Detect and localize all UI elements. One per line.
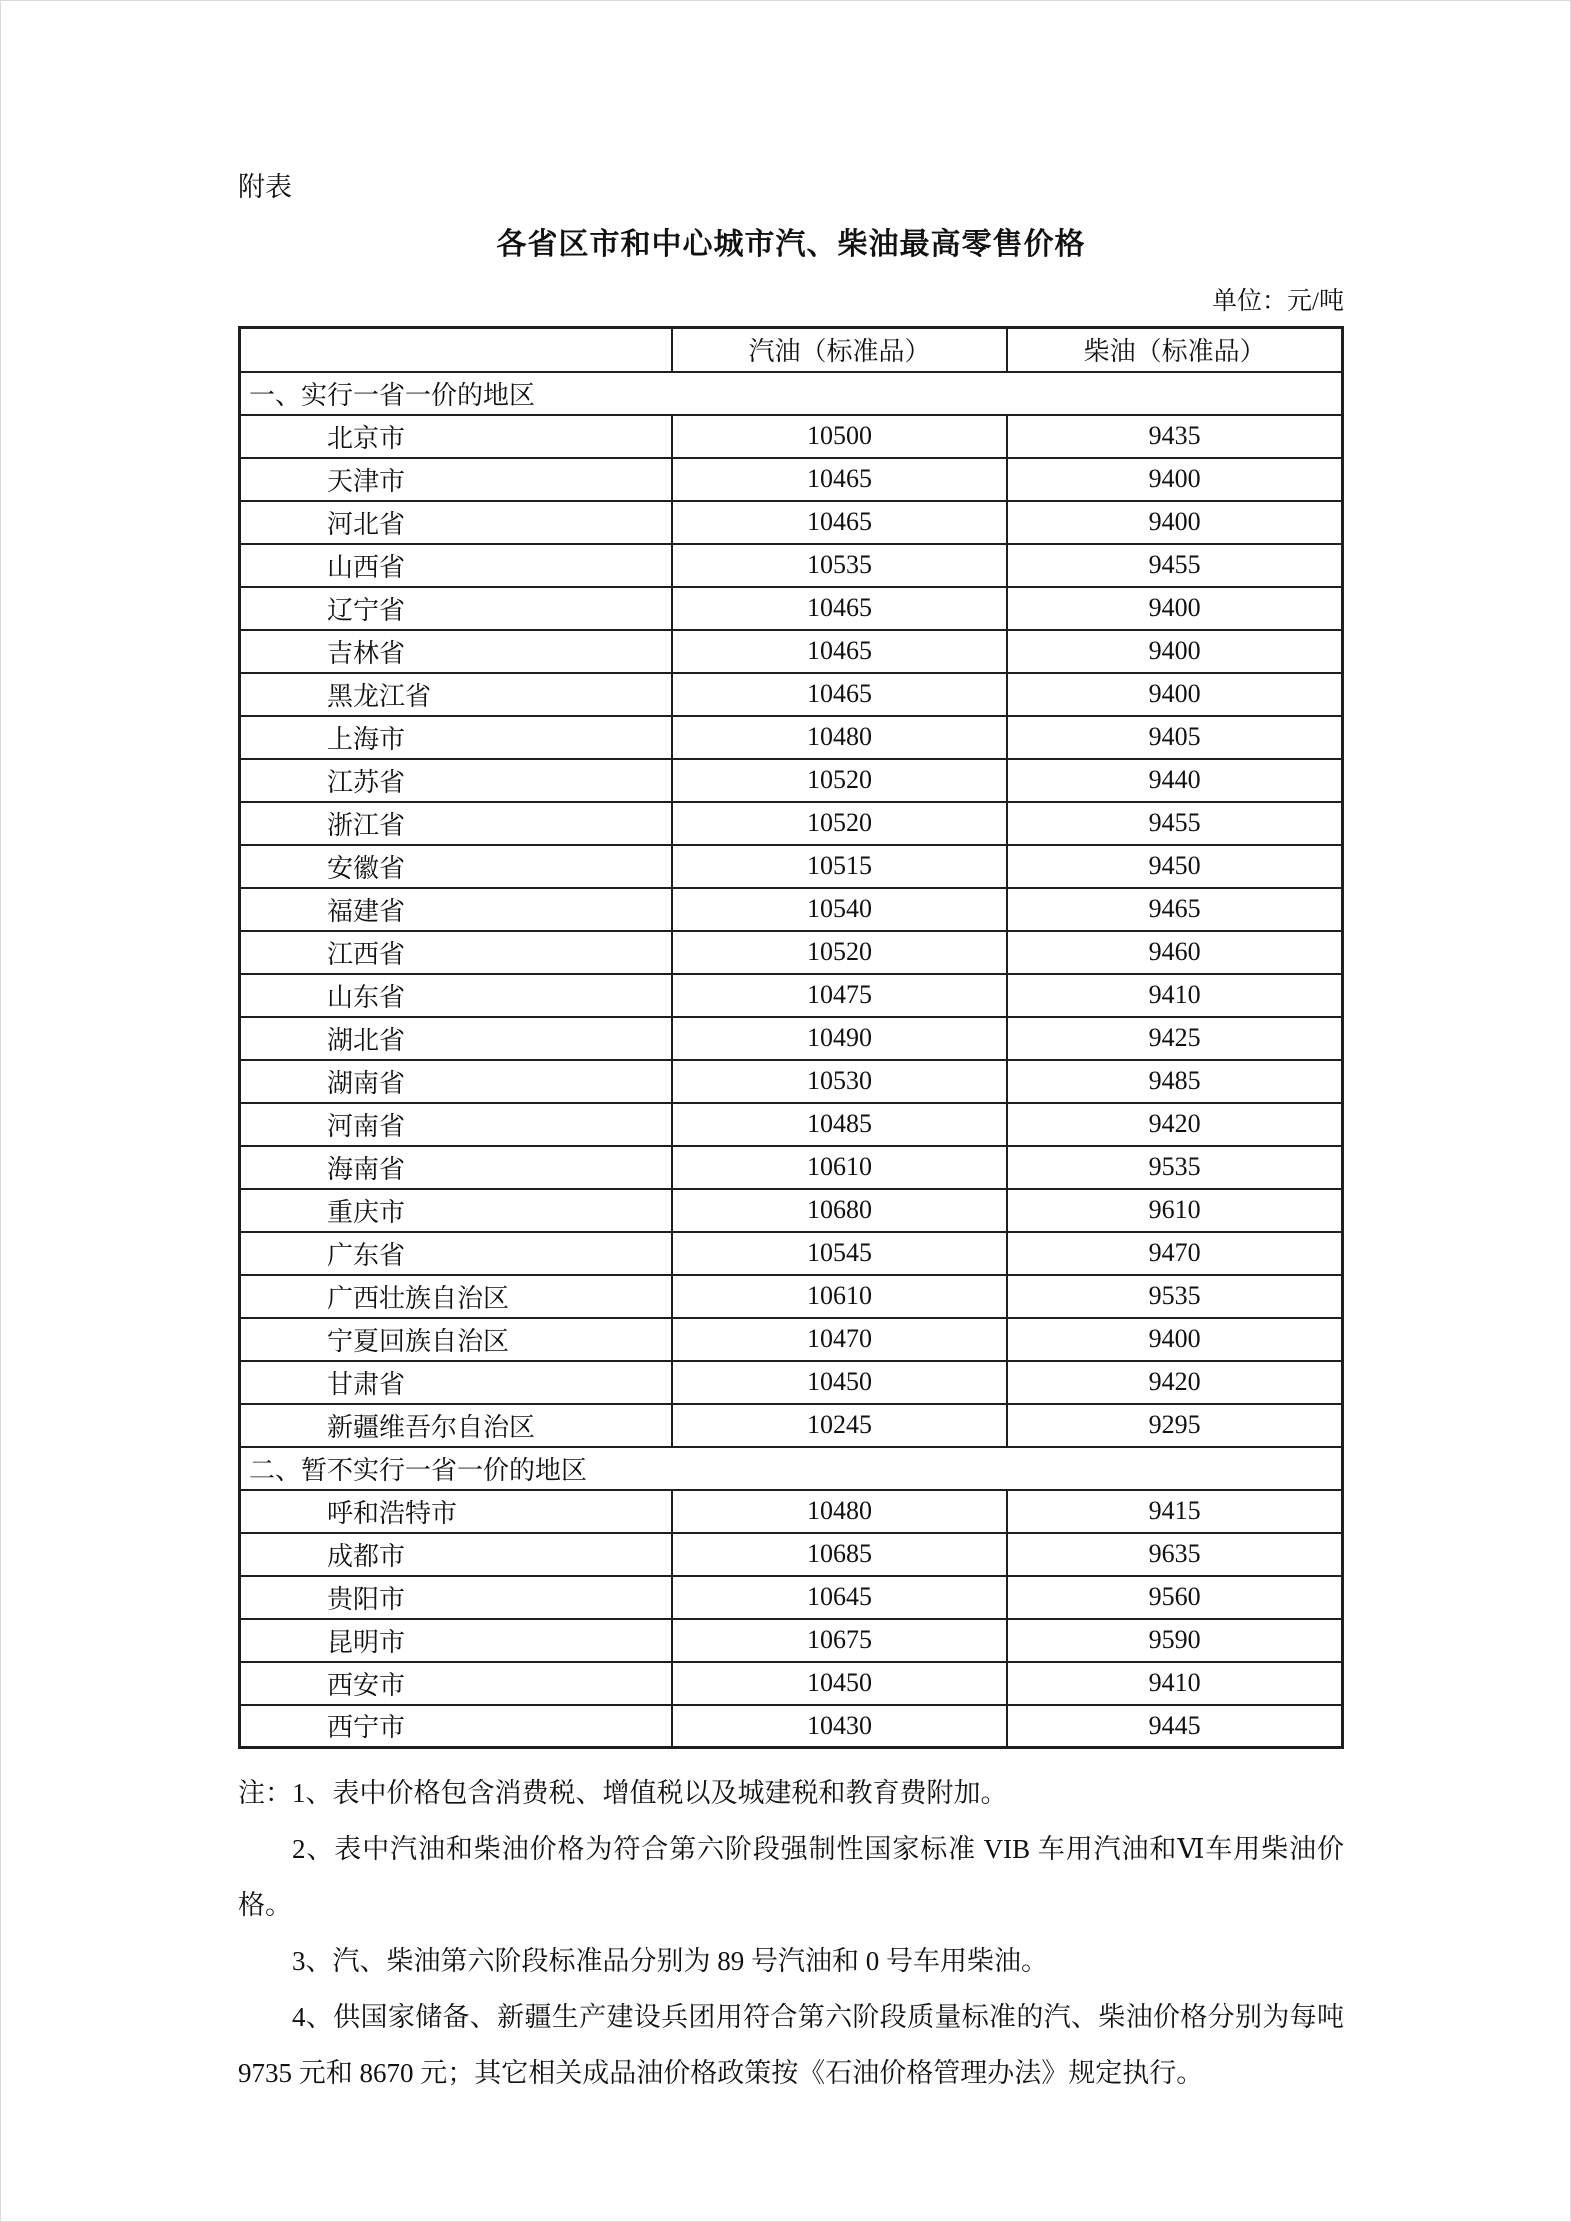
gasoline-price: 10645 [672, 1576, 1007, 1619]
table-row [240, 1404, 1343, 1447]
region-name: 辽宁省 [240, 587, 672, 630]
table-row [240, 802, 1343, 845]
table-row [240, 1189, 1343, 1232]
gasoline-price: 10530 [672, 1060, 1007, 1103]
gasoline-price: 10490 [672, 1017, 1007, 1060]
col-header-diesel: 柴油（标准品） [1007, 328, 1342, 372]
gasoline-price: 10515 [672, 845, 1007, 888]
gasoline-price: 10470 [672, 1318, 1007, 1361]
region-name: 福建省 [240, 888, 672, 931]
diesel-price: 9560 [1007, 1576, 1342, 1619]
diesel-price: 9400 [1007, 587, 1342, 630]
region-name: 贵阳市 [240, 1576, 672, 1619]
region-name: 成都市 [240, 1533, 672, 1576]
gasoline-price: 10680 [672, 1189, 1007, 1232]
region-name: 海南省 [240, 1146, 672, 1189]
region-name: 宁夏回族自治区 [240, 1318, 672, 1361]
diesel-price: 9400 [1007, 673, 1342, 716]
diesel-price: 9610 [1007, 1189, 1342, 1232]
table-row [240, 458, 1343, 501]
region-name: 昆明市 [240, 1619, 672, 1662]
region-name: 江西省 [240, 931, 672, 974]
gasoline-price: 10465 [672, 501, 1007, 544]
table-row [240, 845, 1343, 888]
gasoline-price: 10475 [672, 974, 1007, 1017]
table-row [240, 587, 1343, 630]
table-row [240, 1060, 1343, 1103]
gasoline-price: 10485 [672, 1103, 1007, 1146]
gasoline-price: 10430 [672, 1705, 1007, 1748]
diesel-price: 9590 [1007, 1619, 1342, 1662]
gasoline-price: 10520 [672, 931, 1007, 974]
gasoline-price: 10450 [672, 1361, 1007, 1404]
table-row [240, 716, 1343, 759]
table-row [240, 501, 1343, 544]
table-row [240, 1361, 1343, 1404]
price-table [238, 326, 1344, 1749]
diesel-price: 9445 [1007, 1705, 1342, 1748]
gasoline-price: 10540 [672, 888, 1007, 931]
region-name: 黑龙江省 [240, 673, 672, 716]
region-name: 广西壮族自治区 [240, 1275, 672, 1318]
diesel-price: 9470 [1007, 1232, 1342, 1275]
table-row [240, 931, 1343, 974]
diesel-price: 9400 [1007, 501, 1342, 544]
gasoline-price: 10500 [672, 415, 1007, 458]
table-row [240, 1490, 1343, 1533]
table-header [240, 328, 1343, 372]
region-name: 天津市 [240, 458, 672, 501]
diesel-price: 9415 [1007, 1490, 1342, 1533]
region-name: 西宁市 [240, 1705, 672, 1748]
region-name: 北京市 [240, 415, 672, 458]
region-name: 安徽省 [240, 845, 672, 888]
diesel-price: 9420 [1007, 1103, 1342, 1146]
diesel-price: 9400 [1007, 630, 1342, 673]
header-row [240, 328, 1343, 372]
diesel-price: 9440 [1007, 759, 1342, 802]
col-header-gasoline: 汽油（标准品） [672, 328, 1007, 372]
gasoline-price: 10520 [672, 802, 1007, 845]
attachment-label: 附表 [238, 172, 292, 202]
table-row [240, 1662, 1343, 1705]
region-name: 山西省 [240, 544, 672, 587]
gasoline-price: 10545 [672, 1232, 1007, 1275]
region-name: 湖南省 [240, 1060, 672, 1103]
table-row [240, 544, 1343, 587]
gasoline-price: 10685 [672, 1533, 1007, 1576]
region-name: 山东省 [240, 974, 672, 1017]
gasoline-price: 10480 [672, 1490, 1007, 1533]
diesel-price: 9485 [1007, 1060, 1342, 1103]
section-heading: 一、实行一省一价的地区 [240, 372, 1343, 415]
note-3: 3、汽、柴油第六阶段标准品分别为 89 号汽油和 0 号车用柴油。 [292, 1946, 1048, 1976]
gasoline-price: 10245 [672, 1404, 1007, 1447]
diesel-price: 9535 [1007, 1275, 1342, 1318]
gasoline-price: 10535 [672, 544, 1007, 587]
region-name: 湖北省 [240, 1017, 672, 1060]
table-row [240, 1103, 1343, 1146]
region-name: 呼和浩特市 [240, 1490, 672, 1533]
gasoline-price: 10480 [672, 716, 1007, 759]
gasoline-price: 10465 [672, 587, 1007, 630]
unit-label: 单位：元/吨 [1212, 288, 1344, 315]
region-name: 河北省 [240, 501, 672, 544]
table-row [240, 415, 1343, 458]
diesel-price: 9455 [1007, 802, 1342, 845]
diesel-price: 9295 [1007, 1404, 1342, 1447]
table-row [240, 1576, 1343, 1619]
diesel-price: 9460 [1007, 931, 1342, 974]
table-row [240, 888, 1343, 931]
gasoline-price: 10610 [672, 1275, 1007, 1318]
region-name: 广东省 [240, 1232, 672, 1275]
table-row [240, 1619, 1343, 1662]
gasoline-price: 10610 [672, 1146, 1007, 1189]
note-1: 注：1、表中价格包含消费税、增值税以及城建税和教育费附加。 [238, 1778, 1008, 1808]
table-row [240, 1275, 1343, 1318]
table-row [240, 1533, 1343, 1576]
table-row [240, 974, 1343, 1017]
diesel-price: 9450 [1007, 845, 1342, 888]
gasoline-price: 10450 [672, 1662, 1007, 1705]
section-heading-row [240, 372, 1343, 415]
diesel-price: 9535 [1007, 1146, 1342, 1189]
notes-section [238, 1765, 1344, 2101]
gasoline-price: 10675 [672, 1619, 1007, 1662]
diesel-price: 9410 [1007, 1662, 1342, 1705]
diesel-price: 9425 [1007, 1017, 1342, 1060]
gasoline-price: 10465 [672, 673, 1007, 716]
note-2: 2、表中汽油和柴油价格为符合第六阶段强制性国家标准 VIB 车用汽油和Ⅵ车用柴油价格。 [238, 1834, 1344, 1920]
region-name: 江苏省 [240, 759, 672, 802]
region-name: 浙江省 [240, 802, 672, 845]
diesel-price: 9420 [1007, 1361, 1342, 1404]
region-name: 甘肃省 [240, 1361, 672, 1404]
diesel-price: 9455 [1007, 544, 1342, 587]
diesel-price: 9405 [1007, 716, 1342, 759]
col-header-region [240, 328, 672, 372]
table-body [240, 372, 1343, 1748]
diesel-price: 9465 [1007, 888, 1342, 931]
document-title: 各省区市和中心城市汽、柴油最高零售价格 [496, 228, 1086, 261]
diesel-price: 9400 [1007, 458, 1342, 501]
section-heading: 二、暂不实行一省一价的地区 [240, 1447, 1343, 1490]
gasoline-price: 10465 [672, 630, 1007, 673]
region-name: 重庆市 [240, 1189, 672, 1232]
region-name: 西安市 [240, 1662, 672, 1705]
table-row [240, 1705, 1343, 1748]
table-row [240, 1146, 1343, 1189]
note-4: 4、供国家储备、新疆生产建设兵团用符合第六阶段质量标准的汽、柴油价格分别为每吨 9735 元和 8670 元；其它相关成品油价格政策按《石油价格管理办法》规定执行。 [238, 2002, 1344, 2088]
table-row [240, 630, 1343, 673]
gasoline-price: 10520 [672, 759, 1007, 802]
region-name: 吉林省 [240, 630, 672, 673]
gasoline-price: 10465 [672, 458, 1007, 501]
region-name: 新疆维吾尔自治区 [240, 1404, 672, 1447]
diesel-price: 9410 [1007, 974, 1342, 1017]
table-row [240, 1017, 1343, 1060]
diesel-price: 9435 [1007, 415, 1342, 458]
document-content [1, 1, 1570, 2101]
region-name: 上海市 [240, 716, 672, 759]
table-row [240, 673, 1343, 716]
diesel-price: 9635 [1007, 1533, 1342, 1576]
diesel-price: 9400 [1007, 1318, 1342, 1361]
region-name: 河南省 [240, 1103, 672, 1146]
table-row [240, 759, 1343, 802]
table-row [240, 1232, 1343, 1275]
table-row [240, 1318, 1343, 1361]
section-heading-row [240, 1447, 1343, 1490]
